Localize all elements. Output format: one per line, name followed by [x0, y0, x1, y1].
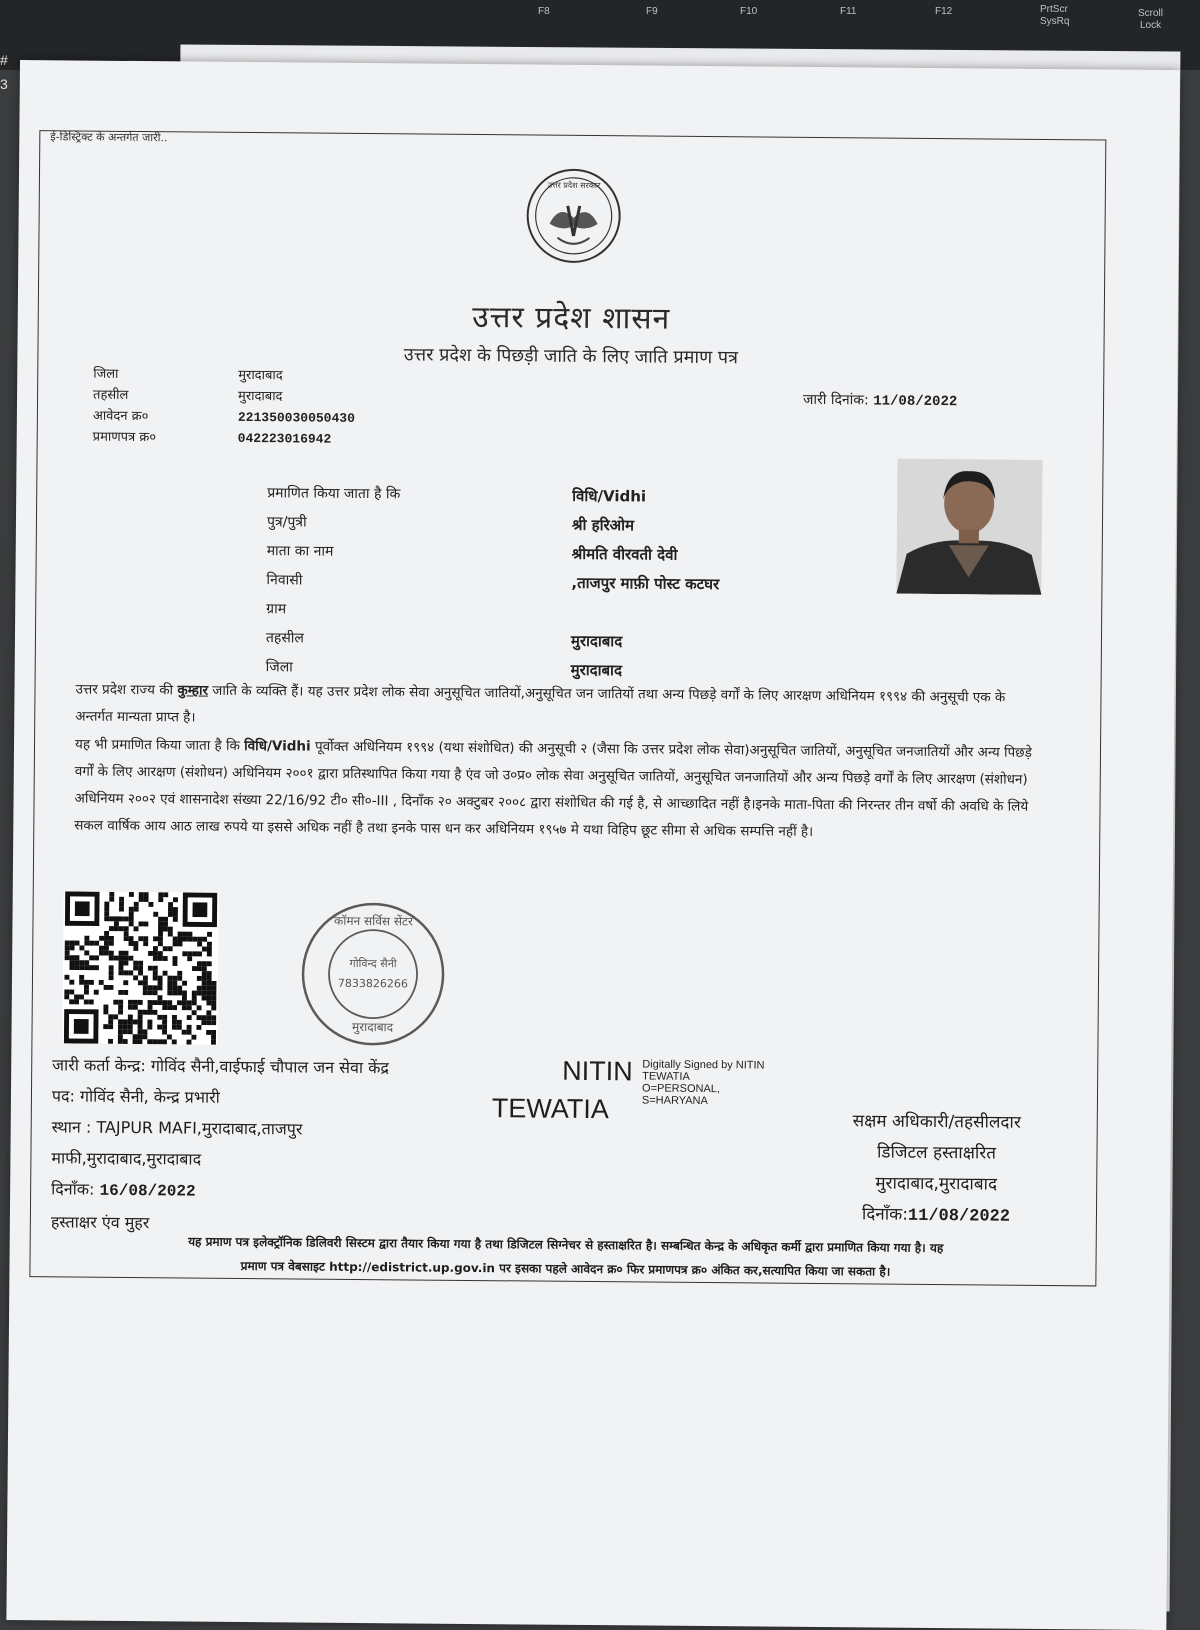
- certificate-frame: [29, 130, 1106, 1286]
- issuer-center: गोविंद सैनी,वाईफाई चौपाल जन सेवा केंद्र: [150, 1056, 390, 1078]
- signature-line: O=PERSONAL,: [641, 1082, 721, 1096]
- officer-block: [816, 1106, 1057, 1233]
- certificate-subtitle: उत्तर प्रदेश के पिछड़ी जाति के लिए जाति प्रमाण पत्र: [403, 344, 739, 369]
- meta-value: मुरादाबाद: [238, 388, 283, 405]
- meta-row-tehsil: [93, 385, 355, 408]
- residence: ,ताजपुर माफ़ी पोस्ट कटघर: [571, 573, 720, 593]
- seal-bottom-text: मुरादाबाद: [352, 1019, 394, 1035]
- signature-line: TEWATIA: [642, 1070, 690, 1083]
- mother-name: श्रीमति वीरवती देवी: [571, 544, 678, 564]
- issuer-place-row: [52, 1111, 389, 1145]
- footer-line-2: प्रमाण पत्र वेबसाइट http://edistrict.up.gov.in पर इसका पहले आवेदन क्र० फिर प्रमाणपत्र क्र० अंकित कर,सत्यापित किया जा सकता है।: [240, 1258, 891, 1279]
- para2-holder-name: विधि/Vidhi: [244, 737, 311, 755]
- signature-line: S=HARYANA: [641, 1094, 708, 1108]
- emblem-text: उत्तर प्रदेश सरकार: [547, 180, 601, 191]
- field-row: [266, 594, 719, 627]
- key-f8: F8: [538, 6, 550, 17]
- para2-start: यह भी प्रमाणित किया जाता है कि: [74, 736, 240, 754]
- key-scroll: Scroll: [1138, 8, 1164, 19]
- meta-label: प्रमाणपत्र क्र०: [92, 429, 157, 446]
- side-key-hash: #: [0, 52, 8, 68]
- up-government-emblem: [509, 165, 638, 266]
- application-number: 221350030050430: [237, 409, 355, 426]
- seal-top-text: कॉमन सर्विस सेंटर: [334, 913, 413, 929]
- field-label: ग्राम: [266, 601, 287, 618]
- key-prtscr: PrtScr: [1040, 4, 1068, 15]
- signer-last-name: TEWATIA: [491, 1093, 609, 1125]
- certificate-number: 042223016942: [237, 430, 332, 447]
- officer-title: सक्षम अधिकारी/तहसीलदार: [852, 1111, 1021, 1133]
- holder-fields: [266, 478, 721, 685]
- seal-phone: 7833826266: [337, 976, 409, 991]
- footer-note: [40, 1228, 1090, 1285]
- field-row: [266, 623, 719, 656]
- certificate-sheet: [6, 60, 1180, 1630]
- field-row: [267, 536, 720, 569]
- key-f11: F11: [840, 6, 857, 17]
- key-lock: Lock: [1140, 20, 1162, 31]
- signature-details: [642, 1058, 802, 1107]
- officer-date-label: दिनाँक:: [861, 1204, 909, 1225]
- field-label: निवासी: [266, 572, 303, 589]
- meta-label: आवेदन क्र०: [92, 408, 149, 425]
- issuer-date: 16/08/2022: [99, 1181, 196, 1201]
- issuer-date-row: [51, 1173, 388, 1209]
- issuer-place: TAJPUR MAFI,मुरादाबाद,ताजपुर: [96, 1117, 303, 1139]
- field-label: माता का नाम: [266, 543, 334, 560]
- field-label: प्रमाणित किया जाता है कि: [267, 485, 401, 503]
- officer-place: मुरादाबाद,मुरादाबाद: [875, 1173, 998, 1195]
- officer-date: 11/08/2022: [907, 1206, 1011, 1227]
- certificate-title: उत्तर प्रदेश शासन: [472, 299, 671, 337]
- issuer-block: [51, 1049, 389, 1240]
- issuer-sign-label: हस्ताक्षर एंव मुहर: [50, 1212, 150, 1233]
- meta-row-district: [93, 364, 355, 387]
- signer-first-name: NITIN: [562, 1055, 633, 1087]
- meta-row-application-no: [93, 406, 355, 429]
- issuer-post-row: [52, 1080, 389, 1114]
- certification-paragraph: [74, 732, 1045, 848]
- para1-rest: जाति के व्यक्ति हैं। यह उत्तर प्रदेश लोक सेवा अनुसूचित जातियों,अनुसूचित जन जातियों तथा अन्य पिछड़े वर्गों के लिए आरक्षण अधिनियम १९९४ की अनुसूची एक के अन्तर्गत मान्यता प्राप्त है।: [75, 682, 1006, 726]
- tehsil: मुरादाबाद: [570, 631, 623, 650]
- issuer-center-label: जारी कर्ता केन्द्र:: [52, 1055, 146, 1076]
- key-f12: F12: [935, 6, 953, 17]
- seal-name: गोविन्द सैनी: [349, 956, 397, 971]
- meta-row-certificate-no: [93, 427, 355, 450]
- field-row: [266, 565, 719, 598]
- qr-code: [62, 891, 218, 1044]
- field-label: पुत्र/पुत्री: [266, 514, 307, 531]
- para1-start: उत्तर प्रदेश राज्य की: [75, 681, 174, 699]
- caste-paragraph: [75, 677, 1045, 739]
- issue-date-label: जारी दिनांक:: [802, 391, 869, 409]
- meta-value: मुरादाबाद: [238, 367, 283, 384]
- issuer-post-label: पद:: [51, 1086, 76, 1106]
- holder-name: विधि/Vidhi: [572, 486, 647, 505]
- issuer-date-label: दिनाँक:: [51, 1179, 95, 1199]
- district: मुरादाबाद: [570, 660, 623, 679]
- officer-date-row: [816, 1199, 1056, 1233]
- header-note: ई-डिस्ट्रिक्ट के अन्तर्गत जारी..: [50, 130, 168, 145]
- caste-name: कुम्हार: [177, 682, 209, 699]
- signature-line: Digitally Signed by NITIN: [642, 1058, 765, 1072]
- field-row: [267, 507, 720, 540]
- issue-date-value: 11/08/2022: [873, 393, 958, 411]
- holder-photo: [896, 459, 1042, 595]
- key-f9: F9: [646, 6, 658, 17]
- meta-label: तहसील: [93, 387, 129, 403]
- issuer-center-row: [52, 1049, 389, 1083]
- meta-label: जिला: [93, 366, 119, 382]
- issuer-post: गोविंद सैनी, केन्द्र प्रभारी: [79, 1086, 220, 1107]
- key-sysrq: SysRq: [1040, 16, 1070, 27]
- common-service-center-seal: [297, 898, 448, 1049]
- para2-rest: पूर्वोक्त अधिनियम १९९४ (यथा संशोधित) की अनुसूची २ (जैसा कि उत्तर प्रदेश लोक सेवा)अनुसूचित जातियों, अनुसूचित जनजातियों और अन्य पिछड़े वर्गों के लिए आरक्षण (संशोधन) अधिनियम २००१ द्वारा प्रतिस्थापित किया गया है एंव जो उ०प्र० लोक सेवा अनुसूचित जातियों, अनुसूचित जनजातियों और अन्य पिछड़े वर्गों के लिए आरक्षण (संशोधन) अधिनियम २००२ एवं शासनादेश संख्या 22/16/92 टी० सी०-III , दिनाँक २० अक्टुबर २००८ द्वारा संशोधित की गई है, से आच्छादित नहीं है।इनके माता-पिता की निरन्तर तीन वर्षो की अवधि के लिये सकल वार्षिक आय आठ लाख रुपये या इससे अधिक नहीं है तथा इनके पास धन कर अधिनियम १९५७ मे यथा विहिप छूट सीमा से अधिक सम्पत्ति नहीं है।: [74, 738, 1032, 840]
- key-f10: F10: [740, 6, 758, 17]
- issuer-place-label: स्थान :: [51, 1117, 92, 1137]
- side-key-3: 3: [0, 76, 8, 92]
- field-label: जिला: [265, 659, 293, 676]
- father-name: श्री हरिओम: [571, 515, 635, 534]
- officer-signed: डिजिटल हस्ताक्षरित: [876, 1142, 997, 1164]
- meta-block: [93, 364, 356, 450]
- issuer-place-row-2: माफी,मुरादाबाद,मुरादाबाद: [51, 1148, 202, 1169]
- footer-line-1: यह प्रमाण पत्र इलेक्ट्रॉनिक डिलिवरी सिस्टम द्वारा तैयार किया गया है तथा डिजिटल सिग्नेचर से हस्ताक्षरित है। सम्बन्धित केन्द्र के अधिकृत कर्मी द्वारा प्रमाणित किया गया है। यह: [188, 1234, 944, 1256]
- issue-date: [803, 390, 957, 410]
- field-row: [267, 478, 720, 511]
- field-label: तहसील: [265, 630, 305, 647]
